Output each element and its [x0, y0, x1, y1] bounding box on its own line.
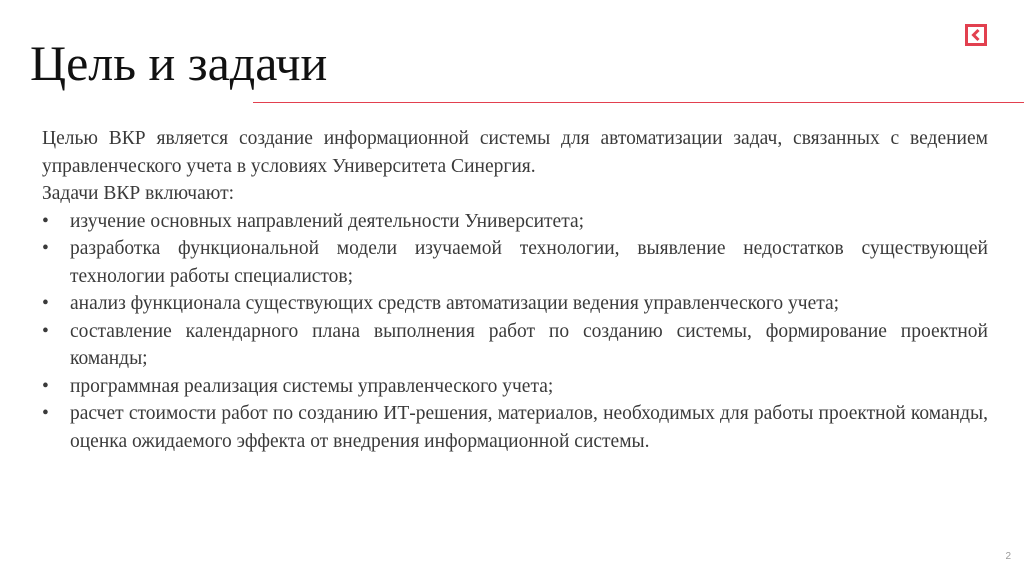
goal-paragraph: Целью ВКР является создание информационной системы для автоматизации задач, связанных с ведением управленческого учета в условиях Университета Синергия.: [42, 128, 988, 177]
task-item: [42, 290, 988, 318]
bullet-icon: •: [42, 403, 49, 424]
task-item: [42, 400, 988, 455]
slide-content: [42, 125, 988, 455]
task-text: разработка функциональной модели изучаемой технологии, выявление недостатков существующей технологии работы специалистов;: [70, 238, 988, 287]
task-list: [42, 208, 988, 456]
title-divider: [253, 102, 1024, 103]
slide-title: Цель и задачи: [30, 35, 328, 91]
bullet-icon: •: [42, 375, 49, 397]
bullet-icon: •: [42, 210, 49, 232]
task-item: [42, 318, 988, 373]
bullet-icon: •: [42, 320, 49, 342]
tasks-heading: Задачи ВКР включают:: [42, 183, 235, 204]
page-number: 2: [1005, 551, 1011, 562]
task-item: [42, 235, 988, 290]
task-text: программная реализация системы управленческого учета;: [70, 375, 554, 397]
bullet-icon: •: [42, 238, 49, 259]
task-text: изучение основных направлений деятельности Университета;: [70, 210, 585, 232]
task-item: [42, 208, 988, 236]
task-item: [42, 373, 988, 401]
task-text: расчет стоимости работ по созданию ИТ-решения, материалов, необходимых для работы проектной команды, оценка ожидаемого эффекта от внедрения информационной системы.: [70, 403, 988, 452]
brand-logo-icon: [965, 24, 987, 46]
task-text: составление календарного плана выполнения работ по созданию системы, формирование проектной команды;: [70, 320, 988, 369]
bullet-icon: •: [42, 293, 49, 314]
task-text: анализ функционала существующих средств автоматизации ведения управленческого учета;: [70, 293, 840, 314]
